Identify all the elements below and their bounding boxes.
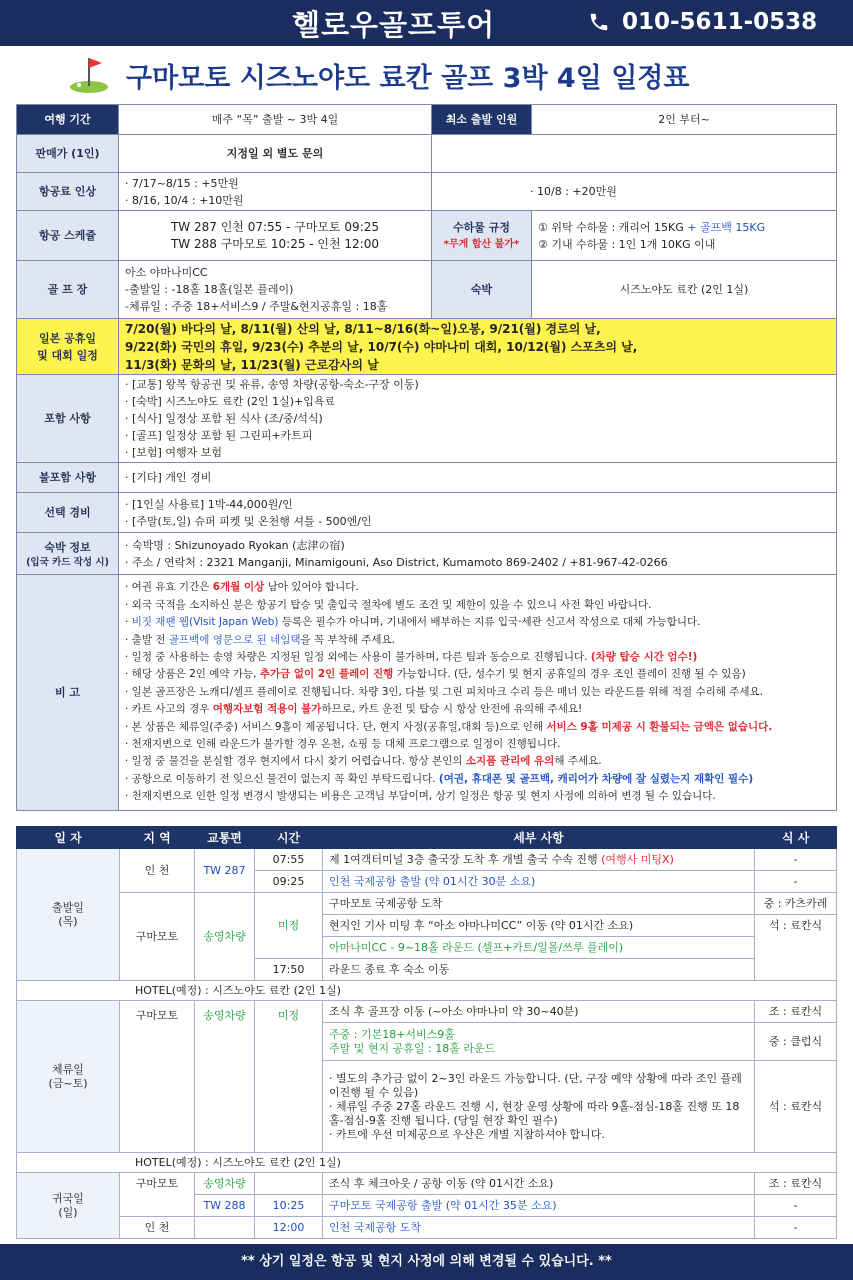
remark-item: · 천재지변으로 인해 라운드가 불가할 경우 온천, 쇼핑 등 대체 프로그램으로 일정이 진행됩니다.: [125, 738, 561, 751]
min-people-value: 2인 부터~: [532, 105, 837, 135]
stay-name: · 숙박명 : Shizunoyado Ryokan (志津の宿): [125, 538, 345, 552]
region: 구마모토: [120, 1173, 195, 1217]
detail: 제 1여객터미널 3층 출국장 도착 후 개별 출국 수속 진행 (여행사 미팅X): [323, 849, 755, 871]
baggage-rule: ① 위탁 수하물 : 캐리어 15KG + 골프백 15KG: [538, 220, 766, 234]
optional-list: [119, 493, 837, 533]
baggage-label-cell: [432, 211, 532, 261]
remark-item: · 일정 중 물건을 분실할 경우 현지에서 다시 찾기 어렵습니다. 항상 본인의 소지품 관리에 유의해 주세요.: [125, 755, 602, 768]
holiday-line: 9/22(화) 국민의 휴일, 9/23(수) 추분의 날, 10/7(수) 야마나미 대회, 10/12(월) 스포츠의 날,: [125, 339, 638, 354]
col-date: 일 자: [17, 827, 120, 849]
baggage-rules: [532, 211, 837, 261]
meal: 석 : 료칸식: [755, 915, 837, 981]
hotel-note: HOTEL(예정) : 시즈노야도 료칸 (2인 1실): [17, 1153, 837, 1173]
col-region: 지 역: [120, 827, 195, 849]
region: 구마모토: [120, 893, 195, 981]
fare-item: · 10/8 : +20만원: [432, 173, 837, 211]
flight-schedule: [119, 211, 432, 261]
price-empty: [432, 135, 837, 173]
flight-label: 항공 스케쥴: [17, 211, 119, 261]
phone-contact[interactable]: [588, 9, 817, 35]
day-return: 귀국일 (일): [17, 1173, 120, 1239]
remark-item: · 비짓 재팬 웹(Visit Japan Web) 등록은 필수가 아니며, 기내에서 배부하는 지류 입국·세관 신고서 작성으로 대체 가능합니다.: [125, 616, 701, 629]
remark-item: · 천재지변으로 인한 일정 변경시 발생되는 비용은 고객님 부담이며, 상기 일정은 항공 및 현지 사정에 의하여 변경 될 수 있습니다.: [125, 790, 716, 803]
time: 12:00: [255, 1217, 323, 1239]
golf-course-detail: -체류일 : 주중 18+서비스9 / 주말&현지공휴일 : 18홀: [125, 300, 388, 313]
holiday-line: 7/20(월) 바다의 날, 8/11(월) 산의 날, 8/11~8/16(화~일)오봉, 9/21(월) 경로의 날,: [125, 321, 601, 336]
col-transport: 교통편: [195, 827, 255, 849]
golf-flag-icon: [68, 54, 110, 94]
day-departure: 출발일 (목): [17, 849, 120, 981]
golf-course-detail: -출발일 : -18홀 18홀(일본 플레이): [125, 283, 294, 296]
transport: 송영차량: [195, 1001, 255, 1153]
golf-course-name: 아소 야마나미CC: [125, 266, 208, 279]
golf-course-info: [119, 261, 432, 319]
detail: 인천 국제공항 도착: [323, 1217, 755, 1239]
top-bar: [0, 0, 853, 46]
meal: 조 : 료칸식: [755, 1173, 837, 1195]
transport: 송영차량: [195, 1173, 255, 1195]
detail: 라운드 종료 후 숙소 이동: [323, 959, 755, 981]
price-label: 판매가 (1인): [17, 135, 119, 173]
holiday-label: 일본 공휴일 및 대회 일정: [17, 319, 119, 375]
title-row: [0, 50, 853, 100]
time: 17:50: [255, 959, 323, 981]
stay-info: [119, 533, 837, 575]
remark-item: · 본 상품은 체류일(주중) 서비스 9홀이 제공됩니다. 단, 현지 사정(공휴일,대회 등)으로 인해 서비스 9홀 미제공 시 환불되는 금액은 없습니다.: [125, 720, 773, 733]
fare-periods: [119, 173, 432, 211]
transport: TW 288: [195, 1195, 255, 1217]
golfbag-allowance: + 골프백 15KG: [687, 220, 766, 234]
detail: 조식 후 골프장 이동 (~아소 야마나미 약 30~40분): [323, 1001, 755, 1023]
holiday-line: 11/3(화) 문화의 날, 11/23(월) 근로감사의 날: [125, 357, 379, 372]
hotel-note: HOTEL(예정) : 시즈노야도 료칸 (2인 1실): [17, 981, 837, 1001]
region: 인 천: [120, 849, 195, 893]
golf-label: 골 프 장: [17, 261, 119, 319]
optional-item: · [주말(토,일) 슈퍼 피켓 및 온천행 셔틀 - 500엔/인: [125, 514, 372, 528]
remarks-list: [119, 575, 837, 811]
remark-item: · 일정 중 사용하는 송영 차량은 지정된 일정 외에는 사용이 불가하며, 다른 팀과 동승으로 진행됩니다. (차량 탑승 시간 엄수!): [125, 650, 698, 663]
transport: TW 287: [195, 849, 255, 893]
phone-icon: [588, 11, 610, 33]
baggage-note: *무게 합산 불가*: [443, 238, 520, 250]
optional-label: 선택 경비: [17, 493, 119, 533]
fare-item: · 8/16, 10/4 : +10만원: [125, 193, 244, 207]
remark-item: · 출발 전 골프백에 영문으로 된 네임택을 꼭 부착해 주세요.: [125, 633, 396, 646]
meal: 중 : 카츠카레: [755, 893, 837, 915]
footer-notice: ** 상기 일정은 항공 및 현지 사정에 의해 변경될 수 있습니다. **: [0, 1244, 853, 1280]
fare-label: 항공료 인상: [17, 173, 119, 211]
time: 미정: [255, 893, 323, 959]
detail-notes: · 별도의 추가금 없이 2~3인 라운드 가능합니다. (단, 구장 예약 상황에 따라 조인 플레이진행 될 수 있음) · 체류일 주중 27홀 라운드 진행 시, 현장 운영 상황에 따라 9홀-점심-18홀 진행 또 18홀-점심-9홀 진행 됩니다. (당일 현장 확인 필수) · 카트에 우선 미제공으로 우산은 개별 지참하셔야 합니다.: [323, 1061, 755, 1153]
brand-name: 헬로우골프투어: [292, 8, 496, 42]
detail: 구마모토 국제공항 출발 (약 01시간 35분 소요): [323, 1195, 755, 1217]
baggage-rule: ② 기내 수하물 : 1인 1개 10KG 이내: [538, 237, 716, 251]
included-list: [119, 375, 837, 463]
time: 09:25: [255, 871, 323, 893]
hotel-value: 시즈노야도 료칸 (2인 1실): [532, 261, 837, 319]
region: 인 천: [120, 1217, 195, 1239]
period-value: 매주 “목” 출발 ~ 3박 4일: [119, 105, 432, 135]
time: [255, 1173, 323, 1195]
holiday-list: [119, 319, 837, 375]
itinerary-table: [16, 826, 837, 1239]
transport: 송영차량: [195, 893, 255, 981]
flight-return: TW 288 구마모토 10:25 - 인천 12:00: [170, 236, 380, 251]
remarks-label: 비 고: [17, 575, 119, 811]
meal: -: [755, 1217, 837, 1239]
stay-info-label: 숙박 정보 (입국 카드 작성 시): [17, 533, 119, 575]
col-details: 세부 사항: [323, 827, 755, 849]
meal: 중 : 클럽식: [755, 1023, 837, 1061]
detail: 조식 후 체크아웃 / 공항 이동 (약 01시간 소요): [323, 1173, 755, 1195]
excluded-label: 불포함 사항: [17, 463, 119, 493]
meal: 석 : 료칸식: [755, 1061, 837, 1153]
transport: [195, 1217, 255, 1239]
optional-item: · [1인실 사용료] 1박-44,000원/인: [125, 497, 293, 511]
included-label: 포함 사항: [17, 375, 119, 463]
excluded-item: · [기타] 개인 경비: [119, 463, 837, 493]
remark-item: · 카트 사고의 경우 여행자보험 적용이 불가하므로, 카트 운전 및 탑승 시 항상 안전에 유의해 주세요!: [125, 703, 583, 716]
time: 10:25: [255, 1195, 323, 1217]
phone-number: 010-5611-0538: [622, 9, 818, 35]
fare-item: · 7/17~8/15 : +5만원: [125, 176, 239, 190]
included-item: · [교통] 왕복 항공권 및 유류, 송영 차량(공항-숙소-구장 이동): [125, 378, 419, 391]
included-item: · [숙박] 시즈노야도 료칸 (2인 1실)+입욕료: [125, 395, 336, 408]
detail: 아마나미CC - 9~18홀 라운드 (셀프+카트/일몰/쓰루 플레이): [323, 937, 755, 959]
remark-item: · 공항으로 이동하기 전 잊으신 물건이 없는지 꼭 확인 부탁드립니다. (여권, 휴대폰 및 골프백, 캐리어가 차량에 잘 실렸는지 재확인 필수): [125, 772, 754, 785]
detail: 구마모토 국제공항 도착: [323, 893, 755, 915]
detail: 현지인 기사 미팅 후 “아소 야마나미CC” 이동 (약 01시간 소요): [323, 915, 755, 937]
detail: 주중 : 기본18+서비스9홀 주말 및 현지 공휴일 : 18홀 라운드: [323, 1023, 755, 1061]
time: 07:55: [255, 849, 323, 871]
remark-item: · 일본 골프장은 노캐디/셀프 플레이로 진행됩니다. 차량 3인, 다블 및 그린 피치마크 수리 등은 매너 있는 라운드를 위해 적절 수리해 주세요.: [125, 685, 764, 698]
meal: 조 : 료칸식: [755, 1001, 837, 1023]
flight-outbound: TW 287 인천 07:55 - 구마모토 09:25: [170, 219, 380, 234]
col-meal: 식 사: [755, 827, 837, 849]
baggage-label: 수하물 규정: [453, 220, 510, 234]
tour-info-table: [16, 104, 837, 811]
min-people-label: 최소 출발 인원: [432, 105, 532, 135]
included-item: · [보험] 여행자 보험: [125, 446, 222, 459]
period-label: 여행 기간: [17, 105, 119, 135]
page-title: 구마모토 시즈노야도 료칸 골프 3박 4일 일정표: [126, 63, 690, 94]
included-item: · [식사] 일정상 포함 된 식사 (조/중/석식): [125, 412, 323, 425]
remark-item: · 여권 유효 기간은 6개월 이상 남아 있어야 합니다.: [125, 581, 359, 594]
price-value: 지정일 외 별도 문의: [119, 135, 432, 173]
remark-item: · 외국 국적을 소지하신 분은 항공기 탑승 및 출입국 절차에 별도 조건 및 제한이 있을 수 있으니 사전 확인 바랍니다.: [125, 598, 652, 611]
col-time: 시간: [255, 827, 323, 849]
day-stay: 체류일 (금~토): [17, 1001, 120, 1153]
hotel-label: 숙박: [432, 261, 532, 319]
detail: 인천 국제공항 출발 (약 01시간 30분 소요): [323, 871, 755, 893]
included-item: · [골프] 일정상 포함 된 그린피+카트피: [125, 429, 313, 442]
meal: -: [755, 1195, 837, 1217]
time: 미정: [255, 1001, 323, 1153]
meal: -: [755, 871, 837, 893]
region: 구마모토: [120, 1001, 195, 1153]
meal: -: [755, 849, 837, 871]
remark-item: · 해당 상품은 2인 예약 가능, 추가금 없이 2인 플레이 진행 가능합니다. (단, 성수기 및 현지 공휴일의 경우 조인 플레이 진행 될 수 있음): [125, 668, 746, 681]
stay-address: · 주소 / 연락처 : 2321 Manganji, Minamigouni, Aso District, Kumamoto 869-2402 / +81-967-42-0266: [125, 555, 668, 569]
